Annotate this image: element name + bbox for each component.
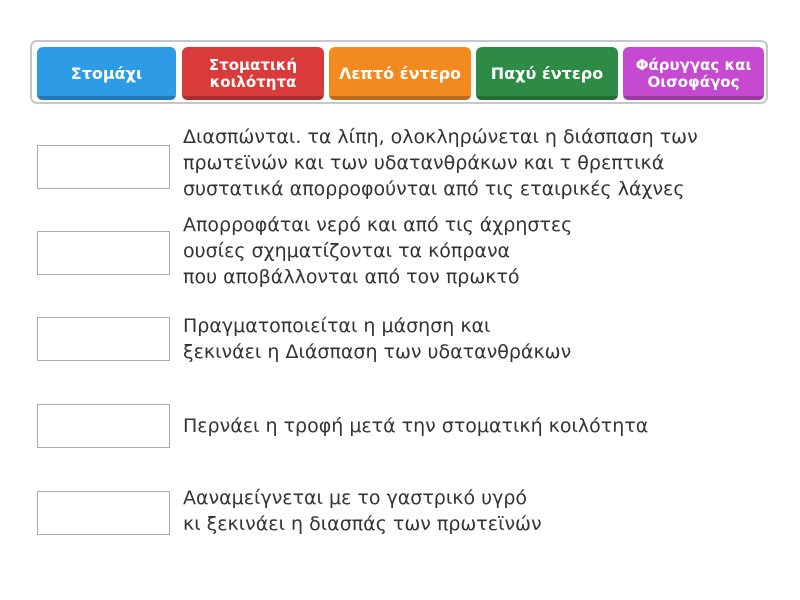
clue-text: Απορροφάται νερό και από τις άχρηστες ουσίες σχηματίζονται τα κόπρανα που αποβάλλονται από τον πρωκτό — [183, 214, 573, 288]
tile-pharynx-esophagus[interactable]: Φάρυγγας και Οισοφάγος — [623, 47, 764, 100]
answer-drop-box[interactable] — [37, 145, 170, 189]
clue-text: Διασπώνται. τα λίπη, ολοκληρώνεται η διάσπαση των πρωτεϊνών και των υδατανθράκων και τ θρεπτικά συστατικά απορροφούνται από τις εταιρικές λάχνες — [183, 126, 698, 200]
answer-drop-box[interactable] — [37, 404, 170, 448]
answer-drop-box[interactable] — [37, 317, 170, 361]
tile-oral-cavity[interactable]: Στοματική κοιλότητα — [182, 47, 324, 100]
answer-drop-box[interactable] — [37, 491, 170, 535]
tile-stomach[interactable]: Στομάχι — [37, 47, 176, 100]
answer-tile-bank — [30, 40, 768, 104]
clue-text: Πραγματοποιείται η μάσηση και ξεκινάει η Διάσπαση των υδατανθράκων — [183, 315, 572, 363]
answer-drop-box[interactable] — [37, 231, 170, 275]
clue-text: Περνάει η τροφή μετά την στοματική κοιλότητα — [183, 415, 649, 437]
tile-large-intestine[interactable]: Παχύ έντερο — [476, 47, 618, 100]
tile-small-intestine[interactable]: Λεπτό έντερο — [329, 47, 471, 100]
clue-text: Ααναμείγνεται με το γαστρικό υγρό κι ξεκινάει η διασπάς των πρωτεϊνών — [183, 487, 542, 535]
